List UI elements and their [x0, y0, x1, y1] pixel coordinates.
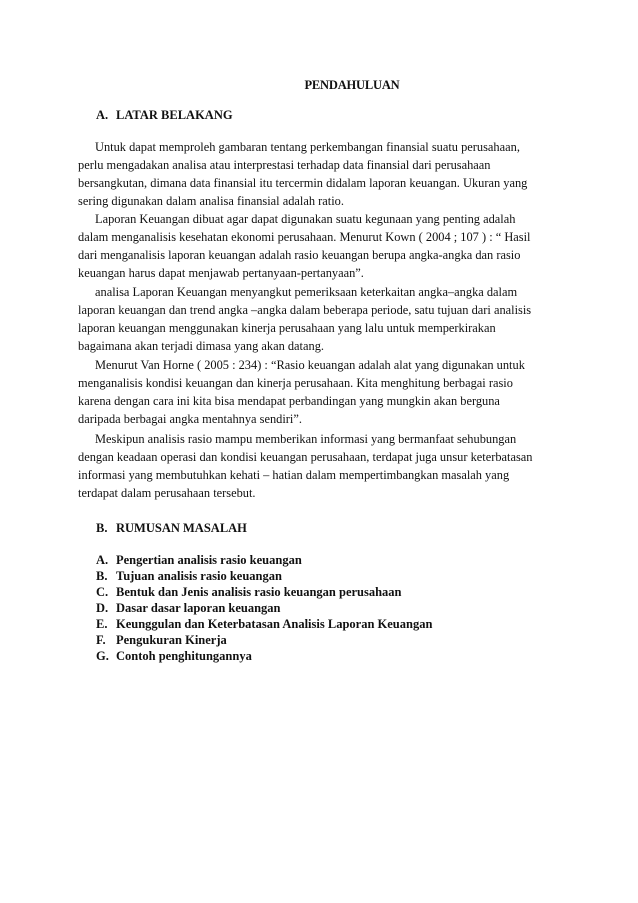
- section-a-number: A.: [96, 108, 109, 122]
- list-item-text: Pengertian analisis rasio keuangan: [116, 553, 302, 567]
- paragraph-line: dalam menganalisis kesehatan ekonomi perusahaan. Menurut Kown ( 2004 ; 107 ) : “ Hasil: [78, 230, 531, 244]
- section-a-heading-text: LATAR BELAKANG: [116, 108, 233, 122]
- paragraph-line: Meskipun analisis rasio mampu memberikan informasi yang bermanfaat sehubungan: [95, 432, 517, 446]
- document-title-text: PENDAHULUAN: [304, 78, 400, 92]
- paragraph-3: [78, 283, 564, 355]
- paragraph-line: Laporan Keuangan dibuat agar dapat digunakan suatu kegunaan yang penting adalah: [95, 212, 516, 226]
- paragraph-line: bersangkutan, dimana data finansial itu tercermin didalam laporan keuangan. Ukuran yang: [78, 176, 528, 190]
- paragraph-line: informasi yang membutuhkan kehati – hatian dalam mempertimbangkan masalah yang: [78, 468, 510, 482]
- list-item: [96, 648, 432, 664]
- paragraph-line: terdapat dalam perusahaan tersebut.: [78, 486, 256, 500]
- list-item-label: E.: [96, 617, 108, 631]
- paragraph-line: dengan keadaan operasi dan kondisi keuangan perusahaan, terdapat juga unsur keterbatasan: [78, 450, 533, 464]
- paragraph-line: Untuk dapat memproleh gambaran tentang perkembangan finansial suatu perusahaan,: [95, 140, 520, 154]
- list-item: [96, 632, 432, 648]
- paragraph-line: menganalisis kondisi keuangan dan kinerja perusahaan. Kita menghitung berbagai rasio: [78, 376, 513, 390]
- paragraph-line: dari menganalisis laporan keuangan adalah rasio keuangan berupa angka-angka dan rasio: [78, 248, 521, 262]
- list-item-text: Dasar dasar laporan keuangan: [116, 601, 281, 615]
- list-item-label: F.: [96, 633, 106, 647]
- paragraph-line: analisa Laporan Keuangan menyangkut pemeriksaan keterkaitan angka–angka dalam: [95, 285, 518, 299]
- list-item: [96, 568, 432, 584]
- section-b-heading: [96, 521, 247, 536]
- section-a-heading: [96, 108, 233, 123]
- paragraph-line: karena dengan cara ini kita bisa mendapat perbandingan yang mungkin akan berguna: [78, 394, 500, 408]
- list-item-text: Pengukuran Kinerja: [116, 633, 227, 647]
- paragraph-line: laporan keuangan dan trend angka –angka dalam beberapa periode, satu tujuan dari analisis: [78, 303, 532, 317]
- list-item-label: G.: [96, 649, 109, 663]
- section-b-heading-text: RUMUSAN MASALAH: [116, 521, 247, 535]
- list-item-text: Keunggulan dan Keterbatasan Analisis Laporan Keuangan: [116, 617, 433, 631]
- list-item-label: A.: [96, 553, 109, 567]
- paragraph-line: Menurut Van Horne ( 2005 : 234) : “Rasio keuangan adalah alat yang digunakan untuk: [95, 358, 525, 372]
- paragraph-5: [78, 430, 564, 502]
- list-item-label: B.: [96, 569, 108, 583]
- paragraph-line: daripada berbagai angka mentahnya sendiri”.: [78, 412, 302, 426]
- paragraph-line: perlu mengadakan analisa atau interprestasi terhadap data finansial dari perusahaan: [78, 158, 491, 172]
- paragraph-4: [78, 356, 564, 428]
- paragraph-2: [78, 210, 564, 282]
- list-item: [96, 552, 432, 568]
- paragraph-line: sering digunakan dalam analisa finansial adalah ratio.: [78, 194, 344, 208]
- list-item-text: Bentuk dan Jenis analisis rasio keuangan perusahaan: [116, 585, 402, 599]
- list-item-label: C.: [96, 585, 109, 599]
- list-item: [96, 584, 432, 600]
- list-item-label: D.: [96, 601, 109, 615]
- list-item-text: Contoh penghitungannya: [116, 649, 252, 663]
- list-item: [96, 616, 432, 632]
- paragraph-1: [78, 138, 564, 210]
- paragraph-line: laporan keuangan menggunakan kinerja perusahaan yang lalu untuk memperkirakan: [78, 321, 496, 335]
- paragraph-line: keuangan harus dapat menjawab pertanyaan-pertanyaan”.: [78, 266, 364, 280]
- problem-list: [96, 552, 432, 664]
- paragraph-line: bagaimana akan terjadi dimasa yang akan datang.: [78, 339, 324, 353]
- document-title: [0, 78, 638, 93]
- section-b-number: B.: [96, 521, 108, 535]
- list-item: [96, 600, 432, 616]
- list-item-text: Tujuan analisis rasio keuangan: [116, 569, 282, 583]
